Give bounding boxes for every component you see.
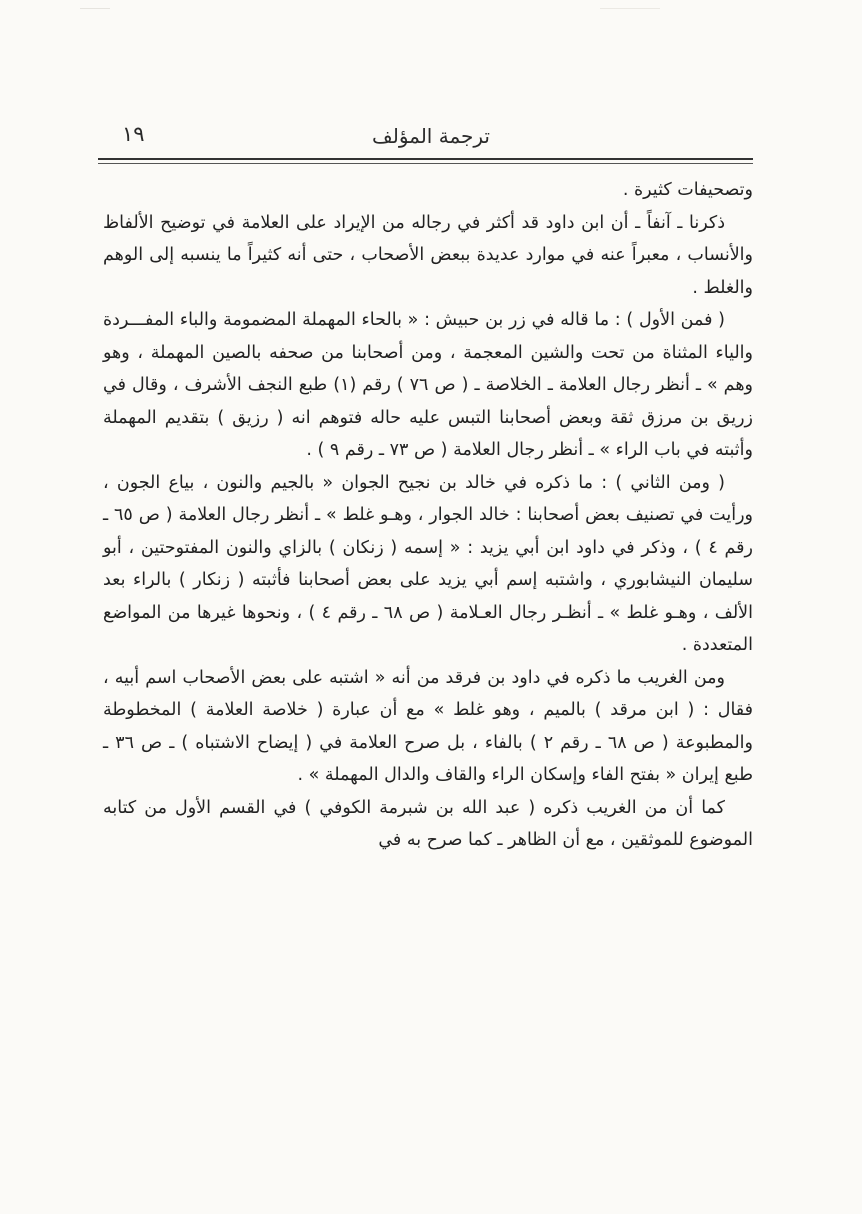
page-number: ١٩: [122, 122, 145, 146]
paragraph: كما أن من الغريب ذكره ( عبد الله بن شبرمة الكوفي ) في القسم الأول من كتابه الموضوع للموثقين ، مع أن الظاهر ـ كما صرح به في: [103, 797, 753, 850]
page-edge-mark: [80, 8, 110, 9]
paragraph: وتصحيفات كثيرة .: [622, 180, 753, 200]
paragraph: ( ومن الثاني ) : ما ذكره في خالد بن نجيح الجوان « بالجيم والنون ، بياع الجون ، ورأيت في تصنيف بعض أصحابنا : خالد الجوار ، وهـو غلط » ـ أنظر رجال العلامة ( ص ٦٥ ـ رقم ٤ ) ، وذكر في داود ابن أبي يزيد : « إسمه ( زنكان ) بالزاي والنون المفتوحتين ، أبو سليمان النيشابوري ، واشتبه إسم أبي يزيد على بعض أصحابنا فأثبته ( زنكار ) بالراء بعد الألف ، وهـو غلط » ـ أنظـر رجال العـلامة ( ص ٦٨ ـ رقم ٤ ) ، ونحوها غيرها من المواضع المتعددة .: [103, 472, 754, 655]
paragraph: ذكرنا ـ آنفاً ـ أن ابن داود قد أكثر في رجاله من الإيراد على العلامة في توضيح الألفاظ والأنساب ، معبراً عنه في موارد عديدة ببعض الأصحاب ، حتى أنه كثيراً ما ينسبه إلى الوهم والغلط .: [103, 212, 753, 298]
body-text: [103, 174, 753, 857]
paragraph: ( فمن الأول ) : ما قاله في زر بن حبيش : « بالحاء المهملة المضمومة والباء المفـــردة والياء المثناة من تحت والشين المعجمة ، ومن أصحابنا من صحفه بالصين المهملة ، وهو وهم » ـ أنظر رجال العلامة ـ الخلاصة ـ ( ص ٧٦ ) رقم (١) طبع النجف الأشرف ، وقال في زريق بن مرزق ثقة وبعض أصحابنا التبس عليه حاله فتوهم انه ( رزيق ) بتقديم المهملة وأثبته في باب الراء » ـ أنظر رجال العلامة ( ص ٧٣ ـ رقم ٩ ) .: [103, 310, 753, 460]
header-rule-thin: [98, 163, 753, 164]
header-rule: [98, 158, 753, 160]
page-edge-mark: [600, 8, 660, 9]
paragraph: ومن الغريب ما ذكره في داود بن فرقد من أنه « اشتبه على بعض الأصحاب اسم أبيه ، فقال : ( ابن مرقد ) بالميم ، وهو غلط » مع أن عبارة ( خلاصة العلامة ) المخطوطة والمطبوعة ( ص ٦٨ ـ رقم ٢ ) بالفاء ، بل صرح العلامة في ( إيضاح الاشتباه ) ـ ص ٣٦ ـ طبع إيران « بفتح الفاء وإسكان الراء والقاف والدال المهملة » .: [103, 667, 753, 785]
running-head-title: ترجمة المؤلف: [372, 124, 490, 148]
